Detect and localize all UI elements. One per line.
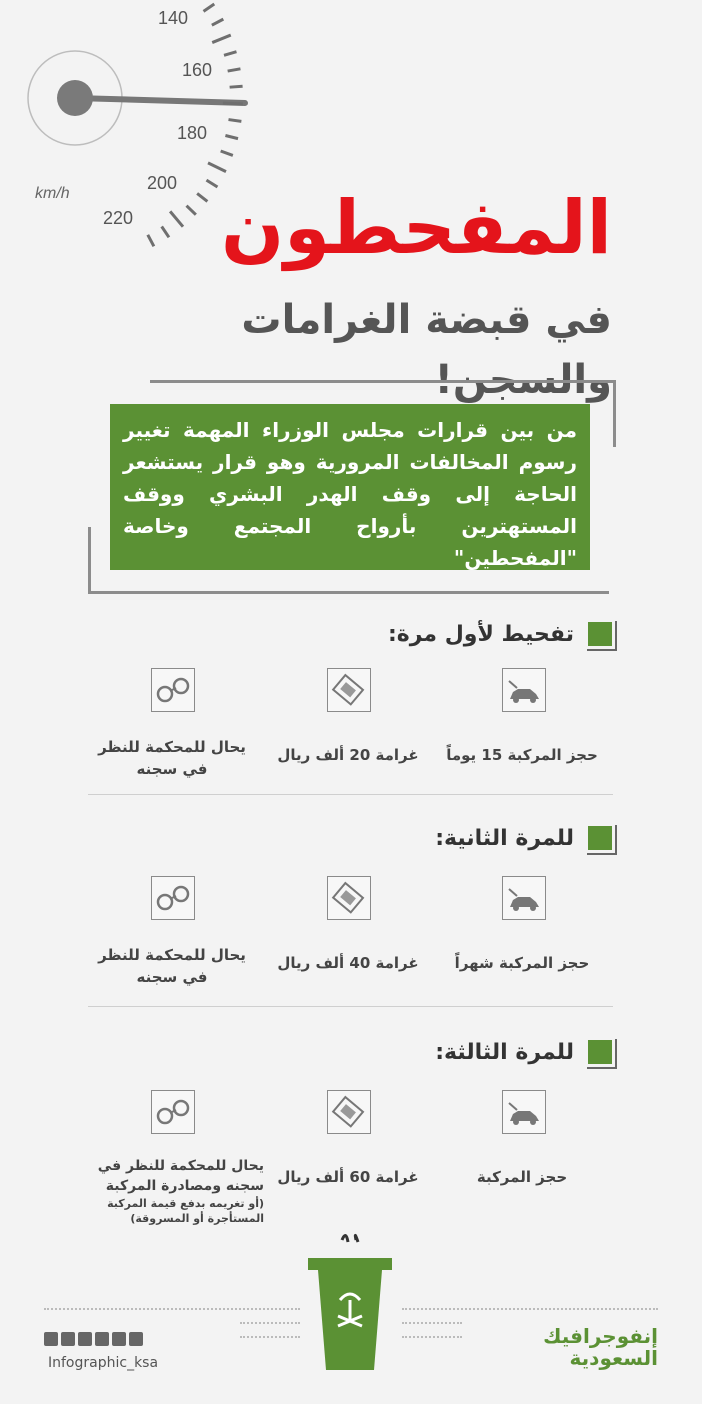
gauge-tick: [223, 103, 243, 104]
snapchat-icon[interactable]: [95, 1332, 109, 1346]
gauge-tick: [208, 163, 226, 172]
item-3-2-text: غرامة 60 ألف ريال: [277, 1168, 419, 1186]
footer-dotted-line: [240, 1322, 300, 1325]
item-3-3-text: يحال للمحكمة للنظر في سجنه ومصادرة المركبة: [97, 1158, 264, 1194]
subtitle: في قبضة الغرامات والسجن!: [241, 297, 612, 403]
footer-dotted-line: [402, 1336, 462, 1339]
gauge-tick: [224, 52, 236, 56]
intro-text: من بين قرارات مجلس الوزراء المهمة تغيير رسوم المخالفات المرورية وهو قرار يستشعر الحاجة إلى وقف الهدر البشري ووقف المستهترين بأرواح المجتمع وخاصة "المفحطين": [110, 404, 590, 570]
gauge-needle: [75, 98, 245, 103]
gauge-tick: [212, 35, 231, 42]
item-1-3-text: يحال للمحكمة للنظر في سجنه: [98, 738, 246, 778]
gauge-tick: [221, 151, 233, 155]
item-3-3-note: (أو تغريمه بدفع قيمة المركبة المستأجرة أو المسروقة): [107, 1197, 264, 1225]
section-divider: [88, 1006, 613, 1007]
section-2-title: للمرة الثانية:: [435, 825, 574, 851]
facebook-icon[interactable]: [61, 1332, 75, 1346]
item-2-3-text: يحال للمحكمة للنظر في سجنه: [98, 946, 246, 986]
brand-logo: [518, 1325, 658, 1369]
car-impound-icon: [502, 1090, 546, 1134]
social-handle: Infographic_ksa: [48, 1355, 159, 1371]
unit-label: km/h: [35, 185, 70, 202]
section-2-header: [162, 820, 612, 856]
social-icons: [44, 1332, 143, 1346]
handcuffs-icon: [151, 1090, 195, 1134]
item-1-1-text: حجز المركبة 15 يوماً: [446, 746, 598, 764]
gauge-tick: [204, 4, 215, 11]
brand-line-2: السعودية: [569, 1346, 658, 1370]
footer-dotted-line: [44, 1308, 300, 1311]
gauge-tick: [228, 120, 241, 122]
twitter-icon[interactable]: [44, 1332, 58, 1346]
tick-label-160: 160: [182, 60, 213, 80]
car-impound-icon: [502, 876, 546, 920]
item-2-1-text: حجز المركبة شهراً: [454, 954, 590, 972]
section-3-title: للمرة الثالثة:: [435, 1039, 574, 1065]
instagram-icon[interactable]: [112, 1332, 126, 1346]
footer-dotted-line: [402, 1308, 658, 1311]
footer-dotted-line: [402, 1322, 462, 1325]
handcuffs-icon: [151, 668, 195, 712]
gauge-tick: [225, 135, 238, 138]
section-marker-icon: [588, 622, 612, 646]
footer-dotted-line: [240, 1336, 300, 1339]
telegram-icon[interactable]: [129, 1332, 143, 1346]
money-fine-icon: [327, 876, 371, 920]
podium-icon: [300, 1230, 400, 1370]
item-2-2-text: غرامة 40 ألف ريال: [277, 954, 419, 972]
section-marker-icon: [588, 826, 612, 850]
item-1-2-text: غرامة 20 ألف ريال: [277, 746, 419, 764]
tick-label-140: 140: [158, 8, 189, 28]
brand-line-1: إنفوجرافيك: [543, 1324, 658, 1348]
money-fine-icon: [327, 668, 371, 712]
tick-label-220: 220: [103, 208, 134, 228]
youtube-icon[interactable]: [78, 1332, 92, 1346]
gauge-tick: [228, 69, 241, 71]
item-3-3: [84, 1156, 264, 1226]
item-3-1-text: حجز المركبة: [476, 1168, 568, 1186]
gauge-tick: [212, 19, 223, 25]
section-marker-icon: [588, 1040, 612, 1064]
gauge-hub: [57, 80, 93, 116]
gauge-tick: [230, 86, 243, 87]
tick-label-200: 200: [147, 173, 178, 193]
section-3-header: [162, 1034, 612, 1070]
handcuffs-icon: [151, 876, 195, 920]
tick-label-180: 180: [177, 123, 208, 143]
car-impound-icon: [502, 668, 546, 712]
section-1-header: [162, 616, 612, 652]
main-title: المفحطون: [221, 185, 612, 271]
money-fine-icon: [327, 1090, 371, 1134]
section-divider: [88, 794, 613, 795]
section-1-title: تفحيط لأول مرة:: [387, 621, 574, 647]
